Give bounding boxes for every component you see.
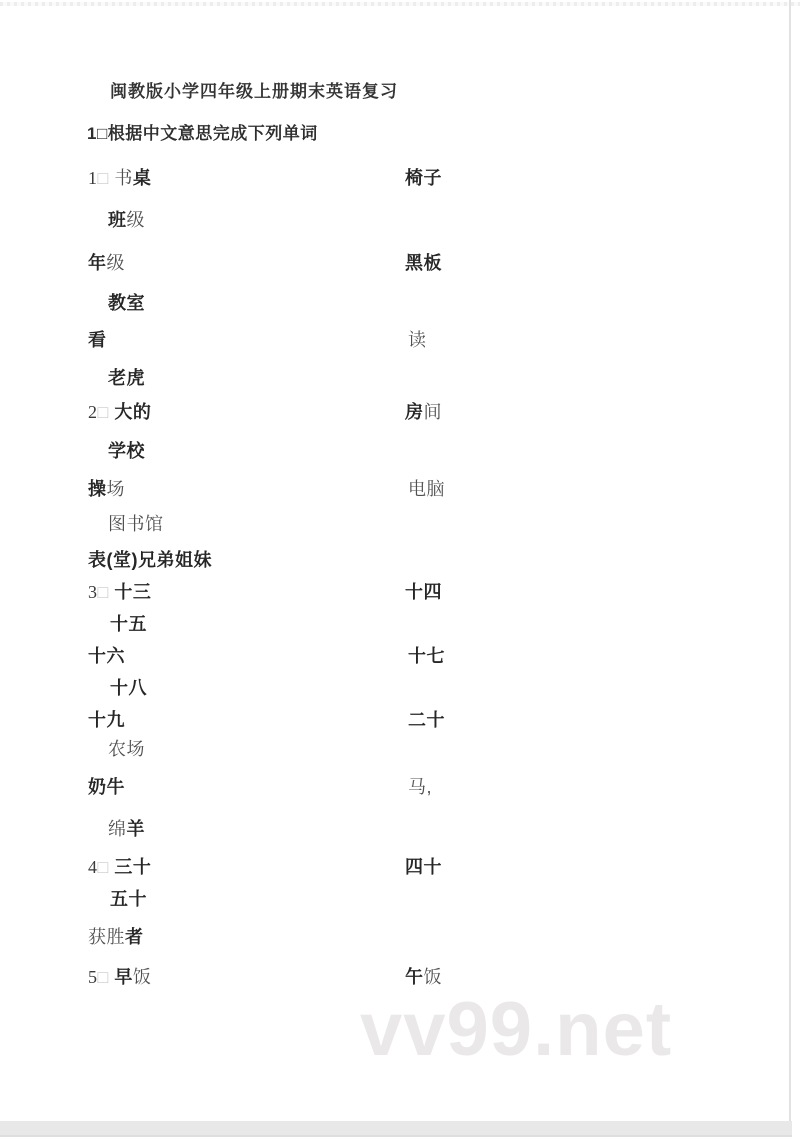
word-segment: 饭 xyxy=(132,967,152,987)
word-segment: 桌 xyxy=(132,168,152,188)
word-row xyxy=(0,514,800,534)
word-left xyxy=(88,582,151,602)
word-row xyxy=(0,330,800,350)
word-left xyxy=(108,514,164,534)
word-segment: 4 xyxy=(88,857,98,877)
word-row xyxy=(0,967,800,987)
word-row xyxy=(0,646,800,666)
word-segment: 五十 xyxy=(110,889,147,909)
word-left xyxy=(108,441,145,461)
word-left xyxy=(88,330,107,350)
word-left xyxy=(88,479,125,499)
word-segment: 1 xyxy=(88,168,98,188)
word-right xyxy=(405,582,442,602)
word-row xyxy=(0,253,800,273)
word-row xyxy=(0,479,800,499)
word-segment: 操 xyxy=(88,479,107,499)
word-segment: 十六 xyxy=(88,646,125,666)
word-row xyxy=(0,927,800,947)
word-row xyxy=(0,777,800,797)
word-segment: 十八 xyxy=(110,678,147,698)
word-segment: 三十 xyxy=(114,857,152,877)
page-top-edge xyxy=(0,2,800,6)
word-segment: 黑板 xyxy=(405,253,442,273)
word-row xyxy=(0,739,800,759)
word-segment: 5 xyxy=(88,967,98,987)
word-left xyxy=(88,168,151,188)
word-row xyxy=(0,819,800,839)
word-row xyxy=(0,550,800,570)
word-segment: 十三 xyxy=(114,582,152,602)
word-segment: 2 xyxy=(88,402,98,422)
word-segment: 看 xyxy=(88,330,107,350)
word-row xyxy=(0,210,800,230)
word-segment: 十五 xyxy=(110,614,147,634)
word-segment: 级 xyxy=(106,253,125,273)
word-segment: 四十 xyxy=(405,857,442,877)
section-heading: 1□根据中文意思完成下列单词 xyxy=(87,124,318,143)
word-right xyxy=(408,479,445,499)
word-right xyxy=(405,857,442,877)
word-row xyxy=(0,710,800,730)
word-segment: 椅子 xyxy=(405,168,442,188)
word-right xyxy=(405,967,442,987)
word-left xyxy=(108,819,145,839)
word-right xyxy=(408,710,445,730)
word-row xyxy=(0,614,800,634)
word-right xyxy=(408,777,432,797)
word-segment: 大的 xyxy=(114,402,152,422)
word-left xyxy=(88,777,125,797)
word-segment: □ xyxy=(97,402,115,422)
word-right xyxy=(405,168,442,188)
word-left xyxy=(88,646,125,666)
word-segment: 图书馆 xyxy=(108,514,164,534)
word-left xyxy=(88,253,125,273)
word-segment: 读 xyxy=(408,330,427,350)
word-segment: 3 xyxy=(88,582,98,602)
word-segment: 饭 xyxy=(423,967,442,987)
word-segment: 十四 xyxy=(405,582,442,602)
word-left xyxy=(88,857,151,877)
word-segment: 级 xyxy=(126,210,145,230)
word-segment: □ xyxy=(97,582,115,602)
word-segment: □ xyxy=(97,857,115,877)
word-row xyxy=(0,168,800,188)
word-right xyxy=(405,253,442,273)
word-segment: 马, xyxy=(408,777,433,797)
word-segment: 奶牛 xyxy=(88,777,125,797)
word-right xyxy=(408,646,445,666)
word-row xyxy=(0,889,800,909)
word-segment: 老虎 xyxy=(108,368,145,388)
page-title: 闽教版小学四年级上册期末英语复习 xyxy=(110,82,398,101)
word-segment: □ xyxy=(97,168,115,188)
word-row xyxy=(0,402,800,422)
word-left xyxy=(108,293,145,313)
word-segment: 书 xyxy=(114,168,133,188)
word-left xyxy=(110,889,147,909)
word-segment: 十九 xyxy=(88,710,125,730)
word-segment: 午 xyxy=(405,967,424,987)
word-row xyxy=(0,582,800,602)
word-left xyxy=(110,614,147,634)
word-segment: 获胜 xyxy=(88,927,125,947)
word-segment: 者 xyxy=(125,927,144,947)
word-segment: 教室 xyxy=(108,293,145,313)
word-row xyxy=(0,678,800,698)
page-right-edge xyxy=(789,0,791,1121)
word-left xyxy=(110,678,147,698)
word-row xyxy=(0,293,800,313)
word-segment: 十七 xyxy=(408,646,445,666)
word-segment: 绵 xyxy=(108,819,127,839)
word-row xyxy=(0,368,800,388)
word-segment: 学校 xyxy=(108,441,145,461)
word-left xyxy=(88,967,151,987)
word-row xyxy=(0,441,800,461)
word-segment: 场 xyxy=(106,479,125,499)
watermark: vv99.net xyxy=(360,987,673,1072)
word-segment: 早 xyxy=(114,967,133,987)
word-segment: 二十 xyxy=(408,710,445,730)
word-segment: 电脑 xyxy=(408,479,445,499)
word-segment: 农场 xyxy=(108,739,145,759)
word-left xyxy=(88,402,151,422)
word-right xyxy=(405,402,442,422)
word-left xyxy=(88,927,144,947)
word-left xyxy=(88,550,212,570)
word-segment: 羊 xyxy=(126,819,145,839)
word-left xyxy=(108,739,145,759)
footer-band xyxy=(0,1121,792,1137)
word-segment: □ xyxy=(97,967,115,987)
word-right xyxy=(408,330,427,350)
word-segment: 表(堂)兄弟姐妹 xyxy=(88,550,212,570)
word-segment: 间 xyxy=(423,402,442,422)
word-left xyxy=(88,710,125,730)
word-row xyxy=(0,857,800,877)
word-segment: 房 xyxy=(405,402,424,422)
word-segment: 班 xyxy=(108,210,127,230)
word-segment: 年 xyxy=(88,253,107,273)
word-left xyxy=(108,210,145,230)
word-left xyxy=(108,368,145,388)
